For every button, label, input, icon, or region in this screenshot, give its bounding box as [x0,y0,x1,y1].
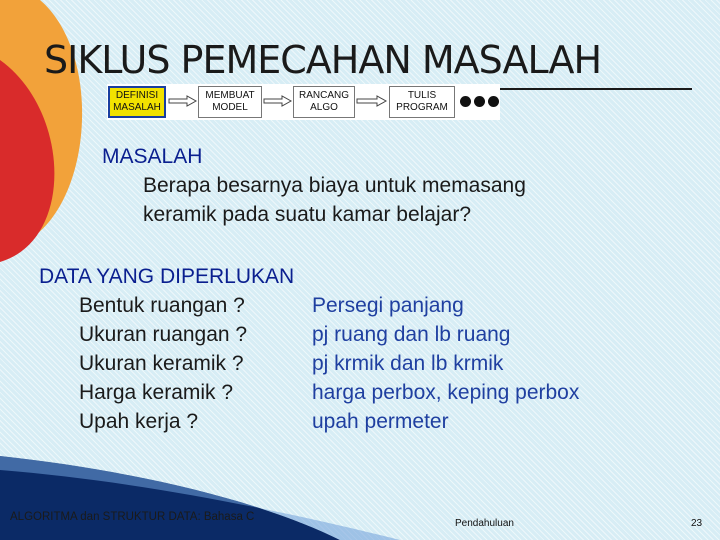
flow-step-label: DEFINISI [115,90,159,101]
masalah-heading: MASALAH [102,145,203,168]
footer-section: Pendahuluan [455,518,514,529]
page-number: 23 [691,518,703,529]
data-section-heading: DATA YANG DIPERLUKAN [39,265,295,288]
flow-step-label: MASALAH [113,102,161,113]
flow-step-definisi-masalah [108,86,166,118]
ellipsis-dots-icon [460,96,499,107]
footer-course-title: ALGORITMA dan STRUKTUR DATA: Bahasa C [10,511,255,523]
flow-step-membuat-model [198,86,262,118]
data-question: Harga keramik ? [79,381,234,404]
data-question: Ukuran ruangan ? [79,323,248,346]
data-question: Bentuk ruangan ? [79,294,245,317]
masalah-text-line2: keramik pada suatu kamar belajar? [143,203,472,226]
flow-step-label: MEMBUAT [205,90,255,101]
title-underline [500,88,692,90]
slide-title: SIKLUS PEMECAHAN MASALAH [44,38,602,82]
data-question: Ukuran keramik ? [79,352,244,375]
flow-arrow-icon [356,95,388,107]
flow-step-label: MODEL [212,102,248,113]
dot-icon [474,96,485,107]
flow-step-tulis-program [389,86,455,118]
dot-icon [488,96,499,107]
data-answer: pj ruang dan lb ruang [312,323,511,346]
data-answer: harga perbox, keping perbox [312,381,580,404]
masalah-text-line1: Berapa besarnya biaya untuk memasang [143,174,526,197]
flow-step-label: ALGO [310,102,338,113]
flow-arrow-icon [168,95,198,107]
data-answer: pj krmik dan lb krmik [312,352,504,375]
data-question: Upah kerja ? [79,410,199,433]
data-answer: upah permeter [312,410,449,433]
flow-step-label: PROGRAM [396,102,448,113]
flow-step-rancang-algo [293,86,355,118]
flow-step-label: RANCANG [298,90,349,101]
flow-arrow-icon [263,95,293,107]
dot-icon [460,96,471,107]
data-answer: Persegi panjang [312,294,464,317]
flow-step-label: TULIS [407,90,437,101]
